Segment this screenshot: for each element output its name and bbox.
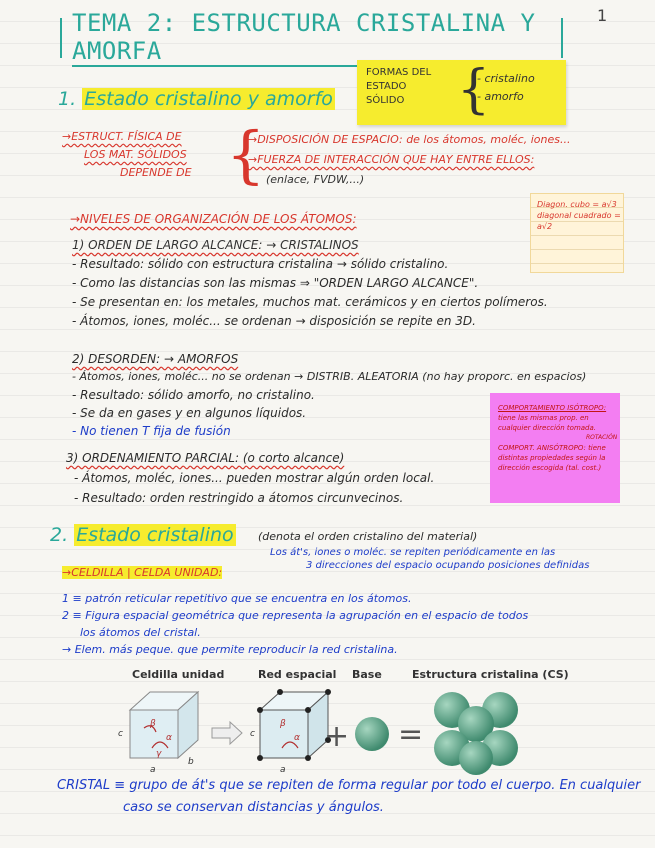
label-beta-lattice: β xyxy=(280,719,286,729)
cristal-definition xyxy=(57,775,640,819)
section2-title: Estado cristalino xyxy=(76,524,234,546)
definition-line: → Elem. más peque. que permite reproducir la red cristalina. xyxy=(62,643,398,656)
sticky-option: - cristalino xyxy=(477,72,535,85)
pink-note-line: COMPORT. ANISÓTROPO: tiene xyxy=(498,444,606,452)
label-alpha: α xyxy=(166,733,172,743)
pink-note-line: cualquier dirección tomada. xyxy=(498,424,597,432)
celdilla-heading xyxy=(62,566,222,580)
definitions-block xyxy=(62,590,528,658)
brace-icon: { xyxy=(226,118,266,191)
structure-label-line: →ESTRUCT. FÍSICA DE xyxy=(62,130,182,143)
arrow-icon xyxy=(212,722,242,744)
definition-line: 1 ≡ patrón reticular repetitivo que se encuentra en los átomos. xyxy=(62,592,412,605)
label-alpha-lattice: α xyxy=(294,733,300,743)
orden-largo-line: - Como las distancias son las mismas ⇒ "ORDEN LARGO ALCANCE". xyxy=(72,276,479,290)
desorden-line: - Átomos, iones, moléc... no se ordenan → DISTRIB. ALEATORIA (no hay proporc. en espacios) xyxy=(72,370,587,383)
sticky-line: FORMAS DEL xyxy=(366,67,432,78)
section1-title: Estado cristalino y amorfo xyxy=(84,88,333,110)
sticky-note-yellow xyxy=(357,60,566,125)
section2-heading xyxy=(50,524,236,546)
celdilla-heading-text: →CELDILLA | CELDA UNIDAD: xyxy=(62,566,223,579)
figure-label-base: Base xyxy=(352,668,382,681)
sticky-note-peach xyxy=(530,193,624,273)
equals-sign: = xyxy=(398,717,424,752)
orden-largo-line: - Se presentan en: los metales, muchos mat. cerámicos y en ciertos polímeros. xyxy=(72,295,548,309)
label-c: c xyxy=(118,729,123,739)
structure-label-line: LOS MAT. SÓLIDOS xyxy=(84,148,187,161)
figure-label-celdilla: Celdilla unidad xyxy=(132,668,225,681)
cristal-definition-line: caso se conservan distancias y ángulos. xyxy=(123,800,384,815)
structure-item: (enlace, FVDW,...) xyxy=(266,173,365,186)
page-title xyxy=(60,9,563,65)
crystal-figure xyxy=(110,688,540,778)
cristal-definition-line: CRISTAL ≡ grupo de át's que se repiten de forma regular por todo el cuerpo. En cualquier xyxy=(57,778,641,793)
label-a-lattice: a xyxy=(280,765,286,775)
unit-cell-cube xyxy=(130,692,198,758)
definition-line: los átomos del cristal. xyxy=(80,626,201,639)
orden-largo-block xyxy=(72,236,548,331)
section2-number: 2. xyxy=(50,524,69,546)
section1-number: 1. xyxy=(58,88,77,110)
peach-note-line: diagonal cuadrado = a√2 xyxy=(537,211,621,231)
section2-note: (denota el orden cristalino del material) xyxy=(258,530,478,543)
desorden-line: - Resultado: sólido amorfo, no cristalino. xyxy=(72,388,315,402)
sticky-note-pink xyxy=(490,393,620,503)
niveles-heading: →NIVELES DE ORGANIZACIÓN DE LOS ÁTOMOS: xyxy=(70,212,357,226)
pink-note-line: COMPORTAMIENTO ISÓTROPO: xyxy=(498,404,607,412)
orden-largo-line: - Átomos, iones, moléc... se ordenan → disposición se repite en 3D. xyxy=(72,314,476,328)
pink-note-line: dirección escogida (tal. cost.) xyxy=(498,464,602,472)
label-beta: β xyxy=(150,719,156,729)
structure-item: →FUERZA DE INTERACCIÓN QUE HAY ENTRE ELLOS: xyxy=(248,153,535,166)
structure-label xyxy=(62,128,192,182)
ordenamiento-heading: 3) ORDENAMIENTO PARCIAL: (o corto alcance) xyxy=(66,451,345,465)
figure-label-red: Red espacial xyxy=(258,668,337,681)
desorden-line: - No tienen T fija de fusión xyxy=(72,424,231,438)
section1-heading xyxy=(58,88,335,110)
crystal-structure-spheres xyxy=(434,692,518,775)
plus-sign: + xyxy=(324,719,350,754)
ordenamiento-block xyxy=(66,448,434,508)
structure-items xyxy=(248,130,570,190)
orden-largo-line: - Resultado: sólido con estructura cristalina → sólido cristalino. xyxy=(72,257,449,271)
pink-note-line: tiene las mismas prop. en xyxy=(498,414,589,422)
sticky-line: ESTADO xyxy=(366,81,407,92)
arrow-note-line: Los át's, iones o moléc. se repiten periódicamente en las xyxy=(270,547,556,558)
space-lattice xyxy=(260,692,328,758)
title-text: TEMA 2: ESTRUCTURA CRISTALINA Y AMORFA xyxy=(72,9,561,67)
desorden-heading: 2) DESORDEN: → AMORFOS xyxy=(72,352,239,366)
brace-icon: { xyxy=(457,60,491,120)
desorden-line: - Se da en gases y en algunos líquidos. xyxy=(72,406,307,420)
figure-label-estructura: Estructura cristalina (CS) xyxy=(412,668,569,681)
arrow-note-line: 3 direcciones del espacio ocupando posiciones definidas xyxy=(306,560,590,571)
section2-arrow-note xyxy=(270,546,589,572)
label-c-lattice: c xyxy=(250,729,255,739)
label-a: a xyxy=(150,765,156,775)
pink-note-line: distintas propiedades según la xyxy=(498,454,606,462)
structure-label-line: DEPENDE DE xyxy=(120,166,192,179)
label-gamma: γ xyxy=(156,749,162,759)
sticky-option: - amorfo xyxy=(477,90,524,103)
orden-largo-heading: 1) ORDEN DE LARGO ALCANCE: → CRISTALINOS xyxy=(72,238,359,252)
ordenamiento-line: - Resultado: orden restringido a átomos circunvecinos. xyxy=(74,491,404,505)
base-sphere xyxy=(355,717,389,751)
label-b: b xyxy=(188,757,194,767)
structure-item: →DISPOSICIÓN DE ESPACIO: de los átomos, moléc, iones... xyxy=(248,133,571,146)
definition-line: 2 ≡ Figura espacial geométrica que representa la agrupación en el espacio de todos xyxy=(62,609,529,622)
ordenamiento-line: - Átomos, moléc, iones... pueden mostrar algún orden local. xyxy=(74,471,435,485)
sticky-line: SÓLIDO xyxy=(366,95,405,106)
peach-note-line: Diagon. cubo = a√3 xyxy=(537,200,617,209)
pink-note-line: ROTACIÓN xyxy=(586,434,618,441)
page-number: 1 xyxy=(597,6,608,25)
